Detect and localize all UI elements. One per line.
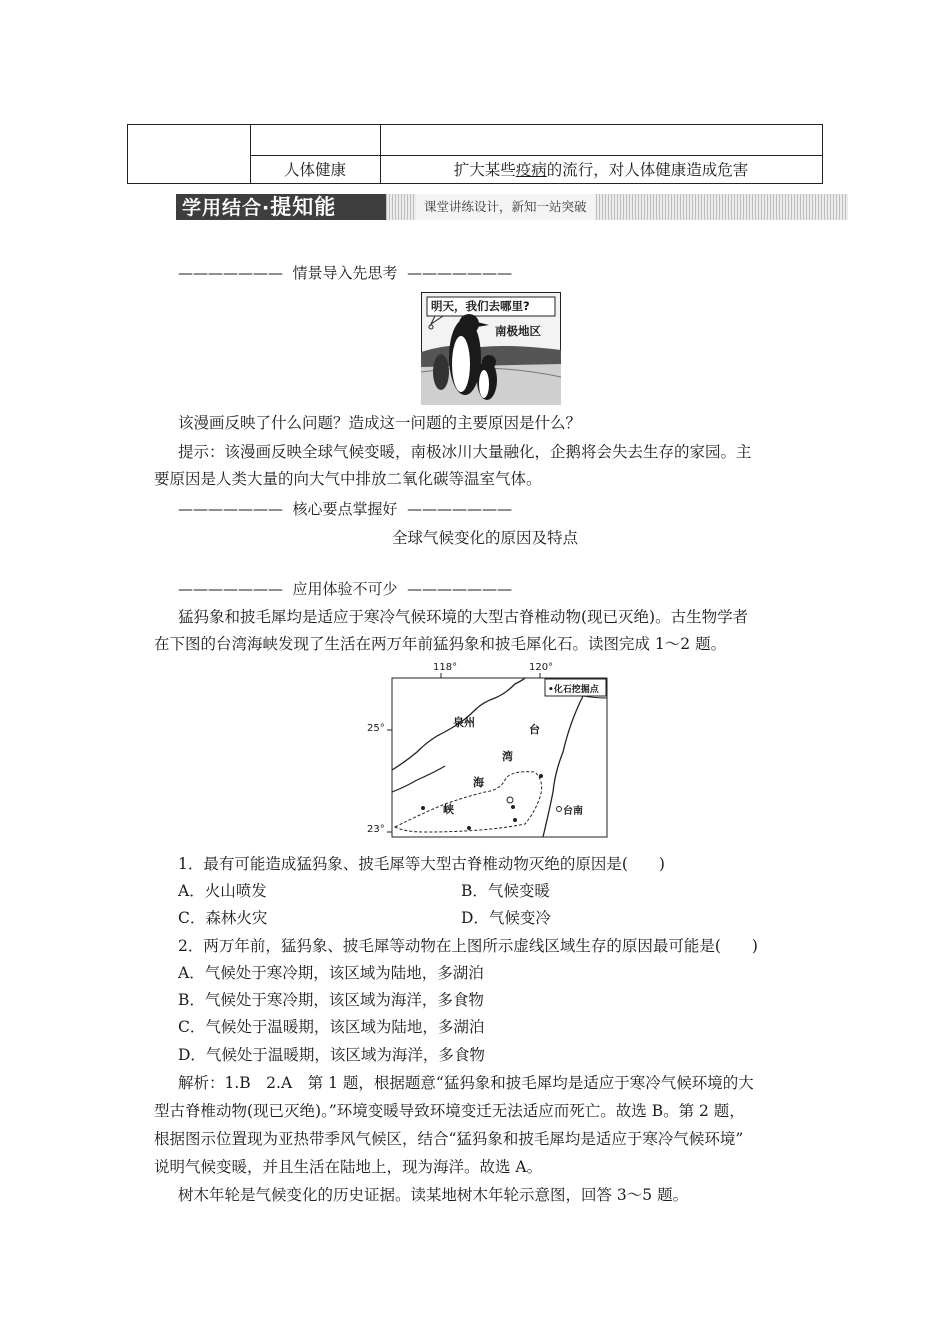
- answer-line-2: 型古脊椎动物(现已灭绝)。”环境变暖导致环境变迁无法适应而死亡。故选 B。第 2 题，: [154, 1102, 745, 1120]
- taiwan-strait-map: [365, 662, 615, 840]
- map-lon-118: 118°: [433, 662, 458, 673]
- question-2-stem: 2．两万年前，猛犸象、披毛犀等动物在上图所示虚线区域生存的原因最可能是( ): [178, 937, 758, 955]
- question-2-option-a: A．气候处于寒冷期，该区域为陆地，多湖泊: [178, 964, 484, 982]
- penguin-cartoon: [421, 292, 561, 405]
- scenario-question: 该漫画反映了什么问题？造成这一问题的主要原因是什么？: [178, 414, 582, 432]
- map-lon-120: 120°: [529, 662, 554, 673]
- map-label-tai: 台: [529, 723, 540, 736]
- hint-line-1: 提示：该漫画反映全球气候变暖，南极冰川大量融化，企鹅将会失去生存的家园。主: [178, 443, 752, 461]
- table-row-label: 人体健康: [283, 161, 346, 179]
- section-banner: [176, 194, 848, 220]
- banner-title: 学用结合·提知能: [176, 194, 386, 220]
- question-2-option-c: C．气候处于温暖期，该区域为陆地，多湖泊: [178, 1018, 485, 1036]
- section-heading-practice: ——————— 应用体验不可少 ———————: [178, 580, 513, 598]
- core-subtitle: 全球气候变化的原因及特点: [392, 529, 579, 547]
- question-1-option-a: A．火山喷发: [178, 882, 267, 900]
- map-label-xia: 峡: [443, 803, 454, 816]
- question-1-option-d: D．气候变冷: [461, 909, 551, 927]
- banner-subtitle: 课堂讲练设计，新知一站突破: [416, 194, 595, 220]
- section-heading-scenario: ——————— 情景导入先思考 ———————: [178, 264, 513, 282]
- table-row-text: 扩大某些疫病的流行，对人体健康造成危害: [453, 161, 749, 179]
- cartoon-label: 南极地区: [495, 324, 541, 338]
- tree-ring-intro: 树木年轮是气候变化的历史证据。读某地树木年轮示意图，回答 3～5 题。: [178, 1186, 689, 1204]
- answer-line-3: 根据图示位置现为亚热带季风气候区，结合“猛犸象和披毛犀均是适应于寒冷气候环境”: [154, 1130, 744, 1148]
- answer-line-4: 说明气候变暖，并且生活在陆地上，现为海洋。故选 A。: [154, 1158, 543, 1176]
- hint-line-2: 要原因是人类大量的向大气中排放二氧化碳等温室气体。: [154, 470, 542, 488]
- map-lat-23: 23°: [367, 824, 385, 835]
- question-1-option-c: C．森林火灾: [178, 909, 268, 927]
- question-1-stem: 1．最有可能造成猛犸象、披毛犀等大型古脊椎动物灭绝的原因是( ): [178, 855, 665, 873]
- map-label-tainan: 台南: [563, 806, 583, 817]
- map-label-hai: 海: [473, 776, 484, 789]
- intro-line-1: 猛犸象和披毛犀均是适应于寒冷气候环境的大型古脊椎动物(现已灭绝)。古生物学者: [178, 608, 749, 626]
- question-1-option-b: B．气候变暖: [461, 882, 550, 900]
- intro-line-2: 在下图的台湾海峡发现了生活在两万年前猛犸象和披毛犀化石。读图完成 1～2 题。: [154, 635, 727, 653]
- question-2-option-d: D．气候处于温暖期，该区域为海洋，多食物: [178, 1046, 485, 1064]
- map-label-wan: 湾: [502, 750, 513, 763]
- map-legend: •化石挖掘点: [548, 685, 599, 695]
- effects-table: [127, 124, 823, 184]
- section-heading-core: ——————— 核心要点掌握好 ———————: [178, 500, 513, 518]
- map-lat-25: 25°: [367, 723, 385, 734]
- answer-line-1: 解析：1.B 2.A 第 1 题，根据题意“猛犸象和披毛犀均是适应于寒冷气候环境的大: [178, 1074, 754, 1092]
- question-2-option-b: B．气候处于寒冷期，该区域为海洋，多食物: [178, 991, 484, 1009]
- map-label-quanzhou: 泉州: [453, 716, 475, 729]
- cartoon-speech-bubble: 明天，我们去哪里?: [431, 299, 530, 313]
